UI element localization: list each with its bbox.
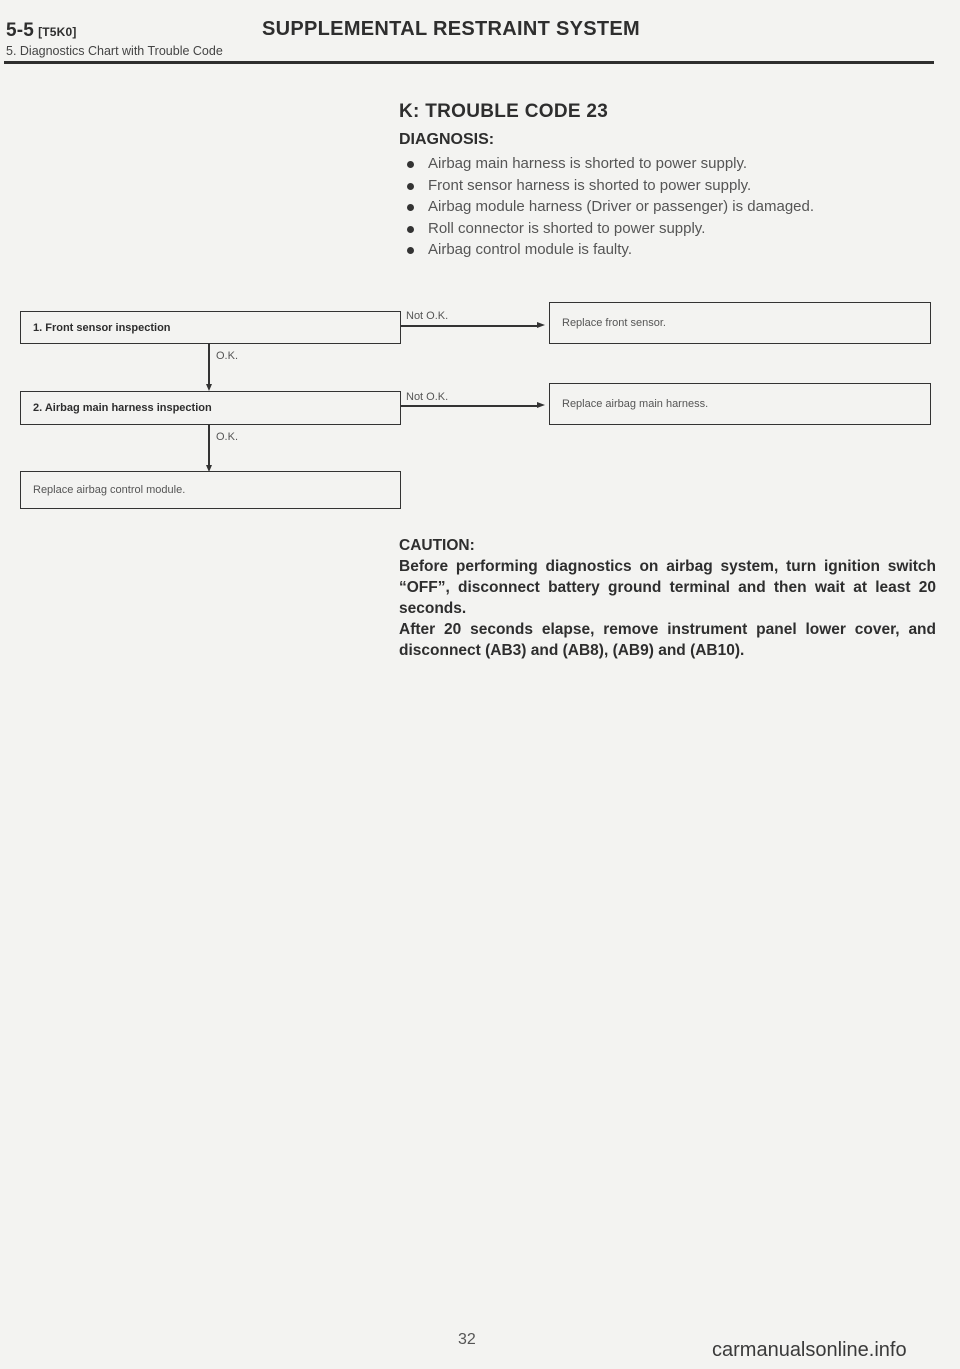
section-title: K: TROUBLE CODE 23	[399, 101, 609, 122]
diagnosis-item: Airbag main harness is shorted to power supply.	[401, 153, 936, 175]
watermark: carmanualsonline.info	[712, 1339, 907, 1361]
step2-down-connector	[208, 425, 210, 465]
diagnosis-item: Airbag control module is faulty.	[401, 239, 936, 261]
section-number-text: 5-5	[6, 20, 35, 41]
chapter-title: SUPPLEMENTAL RESTRAINT SYSTEM	[262, 18, 640, 40]
section-number	[6, 20, 77, 42]
step1-connector	[401, 325, 537, 327]
step1-not-ok-label: Not O.K.	[406, 310, 449, 322]
final-action-box: Replace airbag control module.	[20, 471, 401, 509]
diagnosis-heading: DIAGNOSIS:	[399, 131, 495, 148]
diagnosis-item: Roll connector is shorted to power supply.	[401, 218, 936, 240]
diagnosis-list	[401, 153, 936, 261]
step1-ok-label: O.K.	[216, 350, 239, 362]
chapter-subtitle: 5. Diagnostics Chart with Trouble Code	[6, 44, 223, 58]
step1-box: 1. Front sensor inspection	[20, 311, 401, 344]
step2-ok-label: O.K.	[216, 431, 239, 443]
caution-paragraph-1: Before performing diagnostics on airbag system, turn ignition switch “OFF”, disconnect battery ground terminal and then wait at least 20 seconds.	[399, 558, 936, 617]
arrow-right-icon	[537, 402, 545, 408]
step1-action-box: Replace front sensor.	[549, 302, 931, 344]
caution-heading: CAUTION:	[399, 537, 475, 554]
caution-block	[399, 535, 936, 661]
step2-not-ok-label: Not O.K.	[406, 391, 449, 403]
step2-connector	[401, 405, 537, 407]
diagnosis-item: Front sensor harness is shorted to power supply.	[401, 175, 936, 197]
header-divider	[4, 61, 934, 64]
arrow-down-icon	[206, 384, 212, 391]
section-code: [T5K0]	[38, 25, 77, 39]
arrow-right-icon	[537, 322, 545, 328]
step2-box: 2. Airbag main harness inspection	[20, 391, 401, 425]
step2-action-box: Replace airbag main harness.	[549, 383, 931, 425]
caution-paragraph-2: After 20 seconds elapse, remove instrument panel lower cover, and disconnect (AB3) and (AB8), (AB9) and (AB10).	[399, 621, 936, 659]
diagnosis-item: Airbag module harness (Driver or passenger) is damaged.	[401, 196, 936, 218]
step1-down-connector	[208, 344, 210, 384]
page-number: 32	[458, 1331, 476, 1348]
